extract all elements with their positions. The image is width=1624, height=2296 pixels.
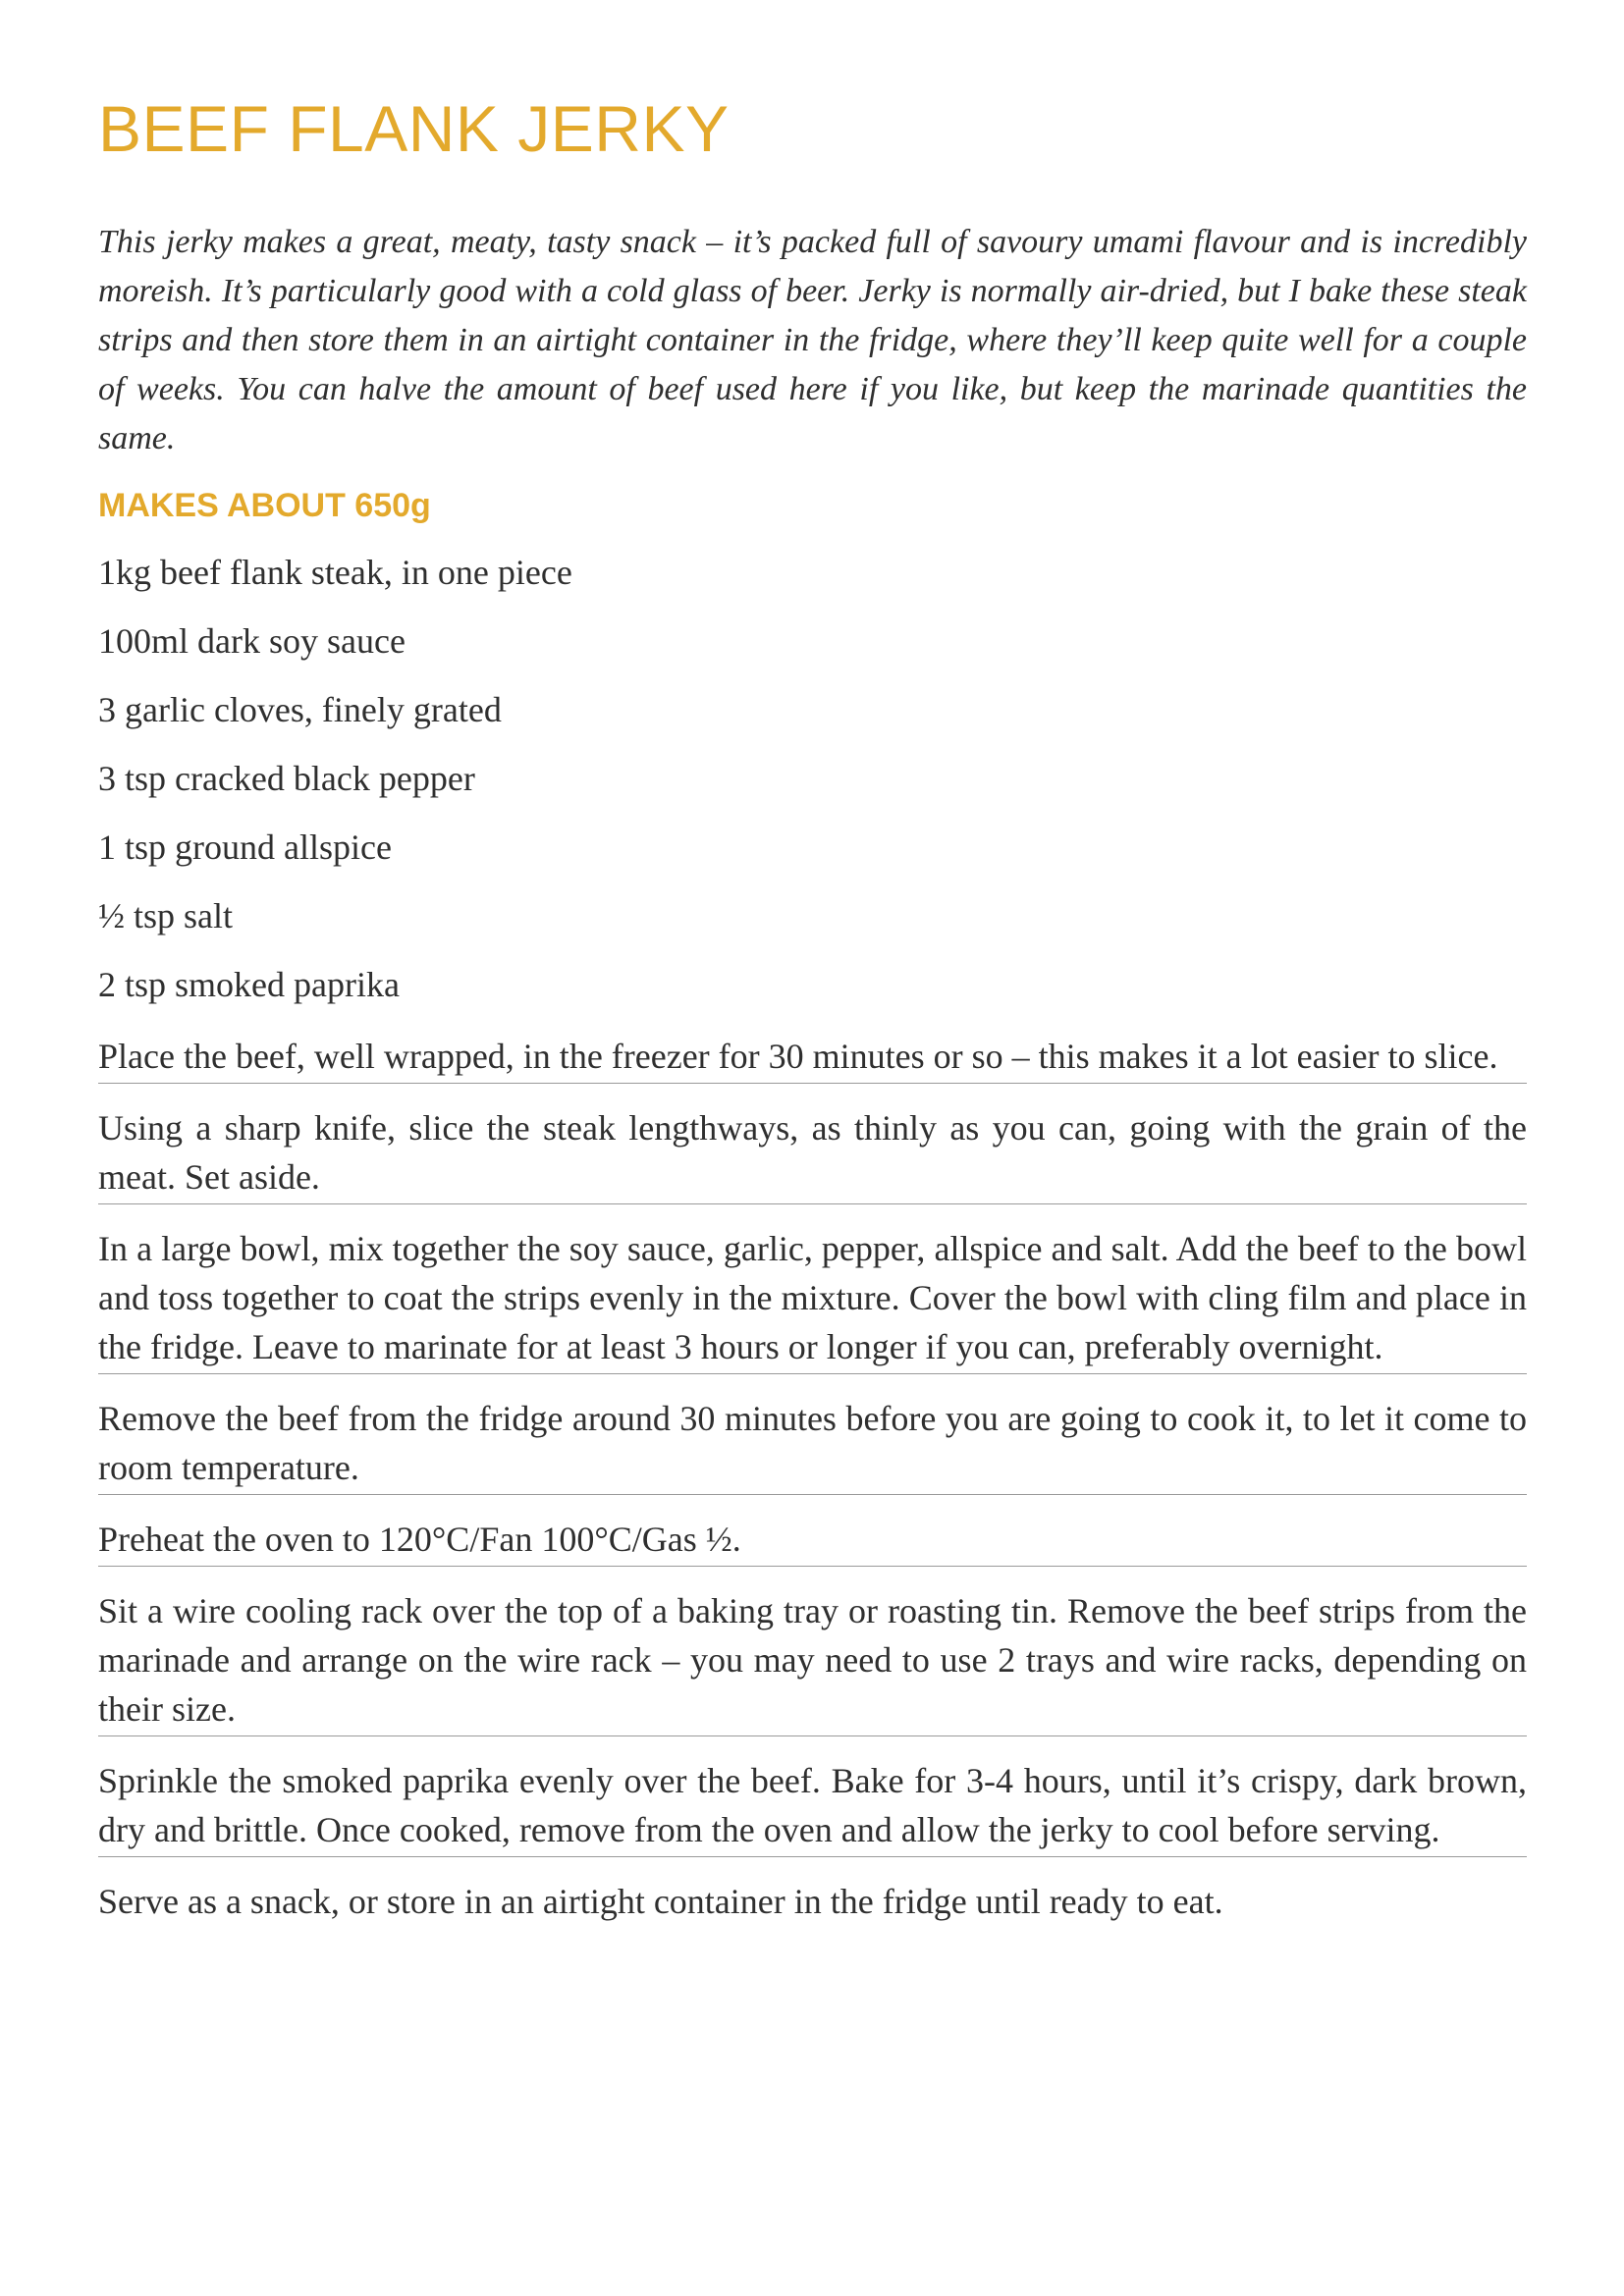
recipe-yield: MAKES ABOUT 650g: [98, 487, 431, 524]
method-step: Sprinkle the smoked paprika evenly over the beef. Bake for 3-4 hours, until it’s crispy, dark brown, dry and brittle. Once cooked, remove from the oven and allow the jerky to cool before serving.: [98, 1756, 1527, 1857]
ingredient-item: 3 garlic cloves, finely grated: [98, 690, 502, 729]
ingredient-item: 100ml dark soy sauce: [98, 621, 406, 661]
ingredient-item: 2 tsp smoked paprika: [98, 965, 400, 1004]
recipe-title: BEEF FLANK JERKY: [98, 92, 730, 165]
method-step: Using a sharp knife, slice the steak lengthways, as thinly as you can, going with the grain of the meat. Set aside.: [98, 1103, 1527, 1204]
ingredient-item: 1 tsp ground allspice: [98, 828, 392, 867]
method-steps: [98, 1032, 1527, 1948]
ingredient-list: [98, 548, 572, 1029]
method-step: Remove the beef from the fridge around 30 minutes before you are going to cook it, to let it come to room temperature.: [98, 1394, 1527, 1495]
method-step: Sit a wire cooling rack over the top of a baking tray or roasting tin. Remove the beef strips from the marinade and arrange on the wire rack – you may need to use 2 trays and wire racks, depending on their size.: [98, 1586, 1527, 1736]
method-step: Preheat the oven to 120°C/Fan 100°C/Gas ½.: [98, 1515, 1527, 1567]
method-step: Serve as a snack, or store in an airtight container in the fridge until ready to eat.: [98, 1882, 1223, 1921]
ingredient-item: ½ tsp salt: [98, 896, 234, 935]
ingredient-item: 1kg beef flank steak, in one piece: [98, 553, 572, 592]
method-step: In a large bowl, mix together the soy sauce, garlic, pepper, allspice and salt. Add the beef to the bowl and toss together to coat the strips evenly in the mixture. Cover the bowl with cling film and place in the fridge. Leave to marinate for at least 3 hours or longer if you can, preferably overnight.: [98, 1224, 1527, 1374]
method-step: Place the beef, well wrapped, in the freezer for 30 minutes or so – this makes it a lot easier to slice.: [98, 1032, 1527, 1084]
ingredient-item: 3 tsp cracked black pepper: [98, 759, 475, 798]
recipe-intro: This jerky makes a great, meaty, tasty snack – it’s packed full of savoury umami flavour and is incredibly moreish. It’s particularly good with a cold glass of beer. Jerky is normally air-dried, but I bake these steak strips and then store them in an airtight container in the fridge, where they’ll keep quite well for a couple of weeks. You can halve the amount of beef used here if you like, but keep the marinade quantities the same.: [98, 224, 1527, 456]
